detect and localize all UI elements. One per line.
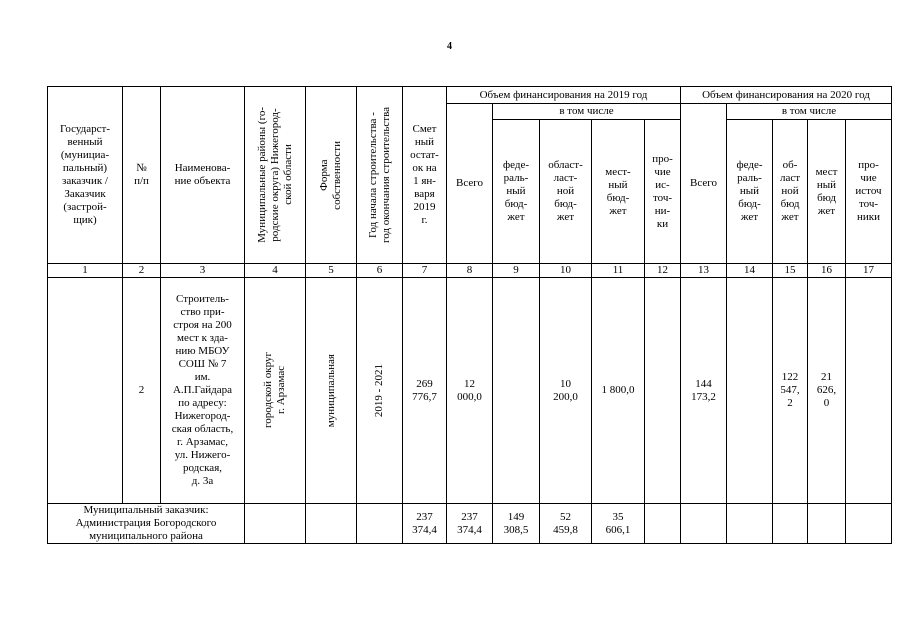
- row1-ownership: муниципальная: [306, 278, 357, 504]
- summary-total-2019: 237 374,4: [447, 504, 493, 544]
- row1-num: 2: [123, 278, 161, 504]
- page-number: 4: [447, 41, 452, 52]
- header-total-2019: Всего: [447, 104, 493, 264]
- row1-other-2019: [645, 278, 681, 504]
- row1-local-2020: 21 626, 0: [808, 278, 846, 504]
- summary-empty: [727, 504, 773, 544]
- summary-empty: [645, 504, 681, 544]
- row1-regional-2020: 122 547, 2: [773, 278, 808, 504]
- header-districts: Муниципальные районы (го- родские округа) Нижегород- ской области: [245, 87, 306, 264]
- row1-local-2019: 1 800,0: [592, 278, 645, 504]
- row1-object-name: Строитель- ство при- строя на 200 мест к зда- нию МБОУ СОШ № 7 им. А.П.Гайдара по адресу: Нижегород- ская область, г. Арзамас, ул. Нижего- родская, д. 3а: [161, 278, 245, 504]
- col-number: 15: [773, 264, 808, 278]
- summary-federal-2019: 149 308,5: [493, 504, 540, 544]
- header-other-2019: про- чие ис- точ- ни- ки: [645, 120, 681, 264]
- col-number: 12: [645, 264, 681, 278]
- header-ownership: Форма собственности: [306, 87, 357, 264]
- summary-empty: [357, 504, 403, 544]
- column-numbers-row: [48, 264, 892, 278]
- summary-empty: [306, 504, 357, 544]
- header-total-2020: Всего: [681, 104, 727, 264]
- col-number: 1: [48, 264, 123, 278]
- col-number: 3: [161, 264, 245, 278]
- row1-total-2019: 12 000,0: [447, 278, 493, 504]
- header-fin-2019: Объем финансирования на 2019 год: [447, 87, 681, 104]
- summary-empty: [245, 504, 306, 544]
- col-number: 9: [493, 264, 540, 278]
- col-number: 2: [123, 264, 161, 278]
- summary-empty: [808, 504, 846, 544]
- row1-estimate: 269 776,7: [403, 278, 447, 504]
- summary-empty: [846, 504, 892, 544]
- summary-empty: [773, 504, 808, 544]
- summary-local-2019: 35 606,1: [592, 504, 645, 544]
- row1-district: городской округ г. Арзамас: [245, 278, 306, 504]
- row1-total-2020: 144 173,2: [681, 278, 727, 504]
- col-number: 8: [447, 264, 493, 278]
- col-number: 5: [306, 264, 357, 278]
- col-number: 16: [808, 264, 846, 278]
- summary-regional-2019: 52 459,8: [540, 504, 592, 544]
- summary-estimate: 237 374,4: [403, 504, 447, 544]
- header-including-2019: в том числе: [493, 104, 681, 120]
- row1-federal-2020: [727, 278, 773, 504]
- row1-customer: [48, 278, 123, 504]
- col-number: 14: [727, 264, 773, 278]
- header-local-2020: мест ный бюд жет: [808, 120, 846, 264]
- col-number: 7: [403, 264, 447, 278]
- header-object-name: Наименова- ние объекта: [161, 87, 245, 264]
- col-number: 17: [846, 264, 892, 278]
- header-regional-2020: об- ласт ной бюд жет: [773, 120, 808, 264]
- col-number: 4: [245, 264, 306, 278]
- header-fin-2020: Объем финансирования на 2020 год: [681, 87, 892, 104]
- header-federal-2020: феде- раль- ный бюд- жет: [727, 120, 773, 264]
- header-including-2020: в том числе: [727, 104, 892, 120]
- summary-empty: [681, 504, 727, 544]
- col-number: 6: [357, 264, 403, 278]
- header-federal-2019: феде- раль- ный бюд- жет: [493, 120, 540, 264]
- row1-years: 2019 - 2021: [357, 278, 403, 504]
- header-regional-2019: област- ласт- ной бюд- жет: [540, 120, 592, 264]
- header-estimate: Смет ный остат- ок на 1 ян- варя 2019 г.: [403, 87, 447, 264]
- col-number: 11: [592, 264, 645, 278]
- header-local-2019: мест- ный бюд- жет: [592, 120, 645, 264]
- col-number: 13: [681, 264, 727, 278]
- table-row: [48, 278, 892, 504]
- row1-other-2020: [846, 278, 892, 504]
- financing-table: [47, 86, 892, 544]
- row1-federal-2019: [493, 278, 540, 504]
- header-num: № п/п: [123, 87, 161, 264]
- col-number: 10: [540, 264, 592, 278]
- row1-regional-2019: 10 200,0: [540, 278, 592, 504]
- header-years: Год начала строительства - год окончания строительства: [357, 87, 403, 264]
- header-other-2020: про- чие источ точ- ники: [846, 120, 892, 264]
- summary-label: Муниципальный заказчик: Администрация Богородского муниципального района: [48, 504, 245, 544]
- summary-row: [48, 504, 892, 544]
- header-customer: Государст- венный (мунициа- пальный) заказчик / Заказчик (застрой- щик): [48, 87, 123, 264]
